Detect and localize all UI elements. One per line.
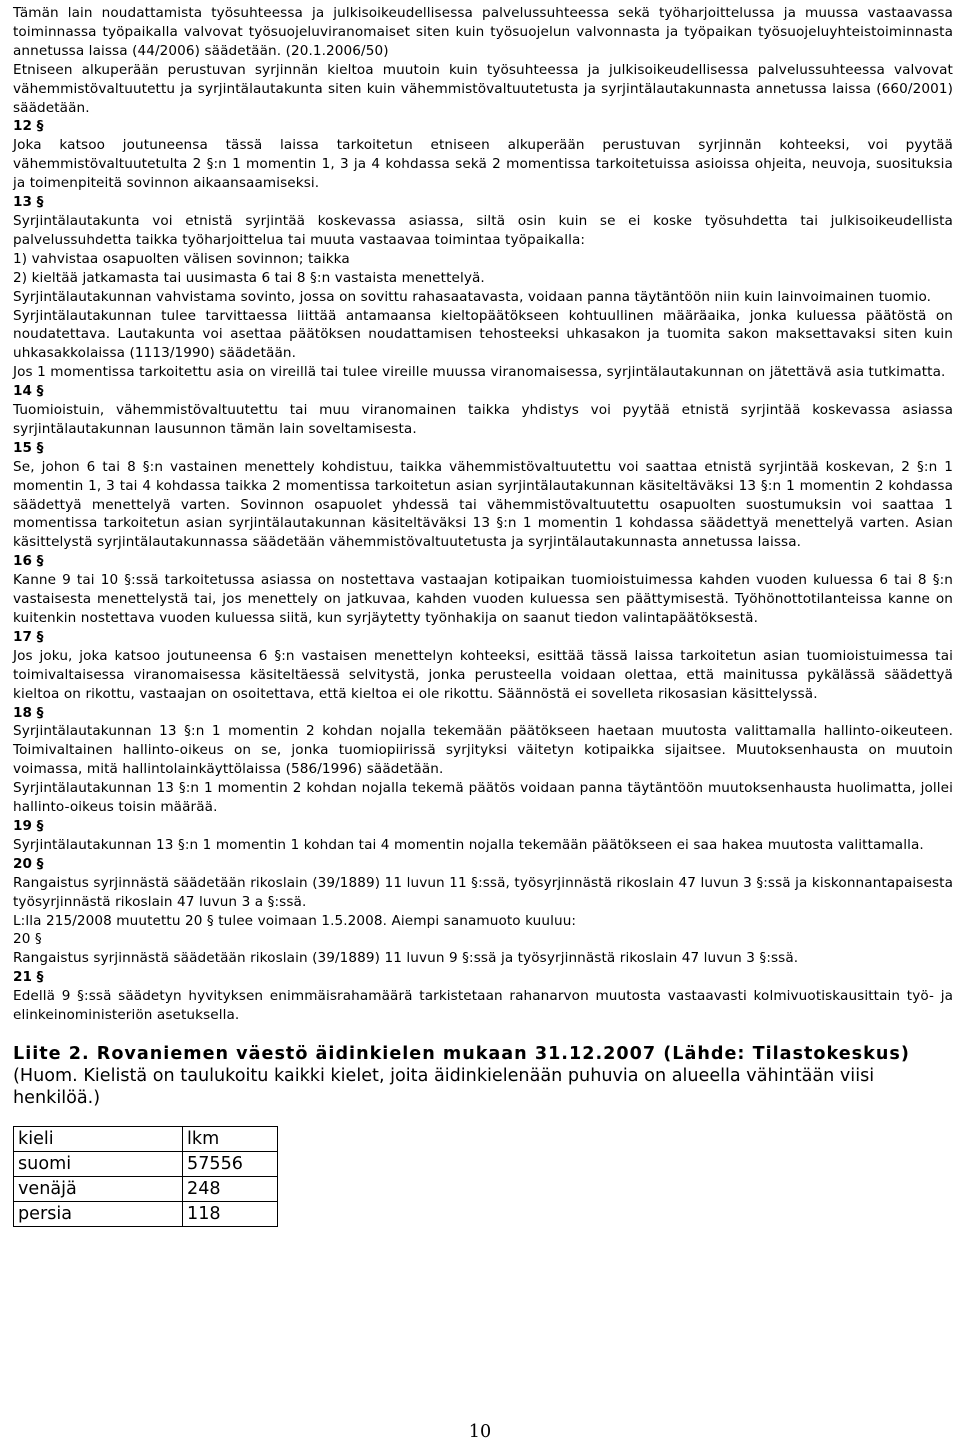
appendix-note: (Huom. Kielistä on taulukoitu kaikki kielet, joita äidinkielenään puhuvia on alueella vähintään viisi henkilöä.) (13, 1065, 875, 1108)
paragraph: 1) vahvistaa osapuolten välisen sovinnon; taikka (13, 250, 350, 267)
section-number: 20 § (13, 855, 44, 872)
paragraph: 20 § (13, 931, 42, 948)
table-cell: suomi (14, 1151, 183, 1176)
paragraph: Etniseen alkuperään perustuvan syrjinnän kieltoa muutoin kuin työsuhteessa ja julkisoikeudellisessa palvelussuhteessa valvovat vähemmistövaltuutettu ja syrjintälautakunta siten kuin vähemmistövaltuutetusta ja syrjintälautakunnasta annetussa laissa (660/2001) säädetään. (13, 61, 953, 116)
section-number: 12 § (13, 118, 44, 135)
paragraph: 2) kieltää jatkamasta tai uusimasta 6 tai 8 §:n vastaista menettelyä. (13, 269, 485, 286)
table-cell: venäjä (14, 1176, 183, 1201)
paragraph: Syrjintälautakunnan vahvistama sovinto, jossa on sovittu rahasaatavasta, voidaan panna täytäntöön niin kuin lainvoimainen tuomio. (13, 288, 932, 305)
table-header-cell: kieli (14, 1126, 183, 1151)
page-number: 10 (468, 1422, 492, 1442)
section-number: 18 § (13, 704, 44, 721)
appendix-heading (13, 1043, 953, 1109)
document-page (13, 4, 953, 1227)
paragraph: Syrjintälautakunta voi etnistä syrjintää koskevassa asiassa, siltä osin kuin se ei koske työsuhdetta tai julkisoikeudellista palvelussuhdetta taikka työharjoittelua tai muuta vastaavaa toimintaa työpaikalla: (13, 212, 953, 248)
table-cell: 118 (183, 1201, 278, 1226)
table-cell: 57556 (183, 1151, 278, 1176)
paragraph: Se, johon 6 tai 8 §:n vastainen menettely kohdistuu, taikka vähemmistövaltuutettu voi saattaa etnistä syrjintää koskevan, 2 §:n 1 momentin 1, 3 tai 4 kohdassa taikka 2 momentissa tarkoitetun asian syrjintälautakunnan käsiteltäväksi 13 §:n 1 momentin 2 kohdassa säädettyä menettelyä varten. Sovinnon osapuolet yhdessä tai vähemmistövaltuutettu osapuolten suostumuksin voi saattaa 1 momentissa tarkoitetun asian syrjintälautakunnan käsiteltäväksi 13 §:n 1 momentin 1 kohdassa säädettyä menettelyä varten. Asian käsittelystä syrjintälautakunnassa säädetään vähemmistövaltuutetusta ja syrjintälautakunnasta annetussa laissa. (13, 458, 953, 551)
paragraph: Edellä 9 §:ssä säädetyn hyvityksen enimmäisrahamäärä tarkistetaan rahanarvon muutosta vastaavasti kolmivuotiskausittain työ- ja elinkeinoministeriön asetuksella. (13, 988, 953, 1024)
section-number: 19 § (13, 817, 44, 834)
language-table (13, 1126, 278, 1227)
appendix-title: Liite 2. Rovaniemen väestö äidinkielen mukaan 31.12.2007 (Lähde: Tilastokeskus) (13, 1043, 910, 1064)
section-number: 21 § (13, 969, 44, 986)
section-number: 14 § (13, 383, 44, 400)
table-row (14, 1151, 278, 1176)
section-number: 16 § (13, 553, 44, 570)
paragraph: Kanne 9 tai 10 §:ssä tarkoitetussa asiassa on nostettava vastaajan kotipaikan tuomioistuimessa kahden vuoden kuluessa 6 tai 8 §:n vastaisesta menettelystä tai, jos menettely on jatkuvaa, kahden vuoden kuluessa sen päättymisestä. Työhönottotilanteissa kanne on kuitenkin nostettava vuoden kuluessa siitä, kun syrjäytetty työnhakija on saanut tiedon valintapäätöksestä. (13, 572, 953, 626)
paragraph: Tämän lain noudattamista työsuhteessa ja julkisoikeudellisessa palvelussuhteessa sekä työharjoittelussa ja muussa vastaavassa toiminnassa työpaikalla valvovat työsuojeluviranomaiset siten kuin työsuojelun valvonnasta ja työpaikan työsuojeluyhteistoiminnasta annetussa laissa (44/2006) säädetään. (20.1.2006/50) (13, 5, 953, 59)
section-number: 15 § (13, 439, 44, 456)
paragraph: Rangaistus syrjinnästä säädetään rikoslain (39/1889) 11 luvun 9 §:ssä ja työsyrjinnästä rikoslain 47 luvun 3 §:ssä. (13, 950, 799, 967)
table-row (14, 1201, 278, 1226)
paragraph: Syrjintälautakunnan tulee tarvittaessa liittää antamaansa kieltopäätökseen kohtuullinen määräaika, jonka kuluessa päätöstä on noudatettava. Lautakunta voi asettaa päätöksen noudattamisen tehosteeksi uhkasakon ja tuomita sakon maksettavaksi siten kuin uhkasakkolaissa (1113/1990) säädetään. (13, 307, 953, 362)
paragraph: Syrjintälautakunnan 13 §:n 1 momentin 1 kohdan tai 4 momentin nojalla tekemään päätökseen ei saa hakea muutosta valittamalla. (13, 836, 924, 853)
paragraph: Syrjintälautakunnan 13 §:n 1 momentin 2 kohdan nojalla tekemään päätökseen haetaan muutosta valittamalla hallinto-oikeuteen. Toimivaltainen hallinto-oikeus on se, jonka tuomiopiirissä syrjityksi väitetyn kotipaikka sijaitsee. Muutoksenhausta on muutoin voimassa, mitä hallintolainkäyttölaissa (586/1996) säädetään. (13, 723, 953, 778)
paragraph: Rangaistus syrjinnästä säädetään rikoslain (39/1889) 11 luvun 11 §:ssä, työsyrjinnästä rikoslain 47 luvun 3 §:ssä ja kiskonnantapaisesta työsyrjinnästä rikoslain 47 luvun 3 a §:ssä. (13, 874, 953, 910)
table-cell: 248 (183, 1176, 278, 1201)
paragraph: L:lla 215/2008 muutettu 20 § tulee voimaan 1.5.2008. Aiempi sanamuoto kuuluu: (13, 912, 577, 929)
paragraph: Jos joku, joka katsoo joutuneensa 6 §:n vastaisen menettelyn kohteeksi, esittää tässä laissa tarkoitetun asian tuomioistuimessa tai toimivaltaisessa viranomaisessa käsiteltäessä selvitystä, jonka perusteella voidaan olettaa, että mainitussa pykälässä säädettyä kieltoa on rikottu, vastaajan on osoitettava, että kieltoa ei ole rikottu. Säännöstä ei sovelleta rikosasian käsittelyssä. (13, 647, 953, 702)
paragraph: Jos 1 momentissa tarkoitettu asia on vireillä tai tulee vireille muussa viranomaisessa, syrjintälautakunnan on jätettävä asia tutkimatta. (13, 364, 946, 381)
paragraph: Syrjintälautakunnan 13 §:n 1 momentin 2 kohdan nojalla tekemä päätös voidaan panna täytäntöön muutoksenhausta huolimatta, jollei hallinto-oikeus toisin määrää. (13, 780, 953, 816)
law-text (13, 4, 953, 1025)
table-header-cell: lkm (183, 1126, 278, 1151)
section-number: 13 § (13, 194, 44, 211)
table-row (14, 1176, 278, 1201)
table-header-row (14, 1126, 278, 1151)
paragraph: Joka katsoo joutuneensa tässä laissa tarkoitetun etniseen alkuperään perustuvan syrjinnän kohteeksi, voi pyytää vähemmistövaltuutetulta 2 §:n 1 momentin 1, 3 ja 4 kohdassa sekä 2 momentissa tarkoitetuissa asioissa ohjeita, neuvoja, suosituksia ja toimenpiteitä sovinnon aikaansaamiseksi. (13, 137, 953, 192)
table-cell: persia (14, 1201, 183, 1226)
section-number: 17 § (13, 628, 44, 645)
paragraph: Tuomioistuin, vähemmistövaltuutettu tai muu viranomainen taikka yhdistys voi pyytää etnistä syrjintää koskevassa asiassa syrjintälautakunnan lausunnon tämän lain soveltamisesta. (13, 402, 953, 437)
